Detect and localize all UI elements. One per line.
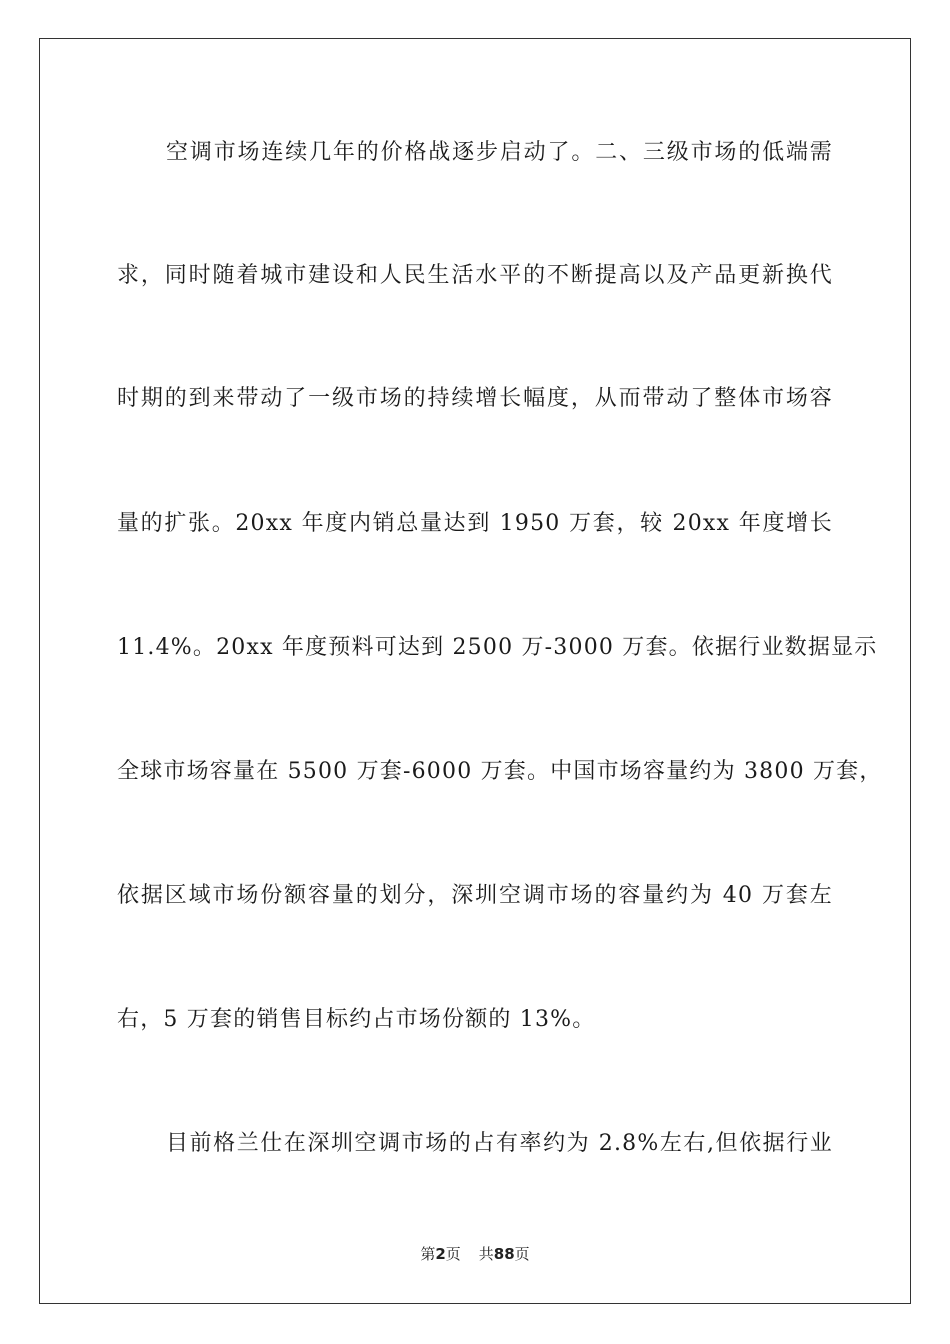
paragraph-1-line-5: 11.4%。20xx 年度预料可达到 2500 万-3000 万套。依据行业数据显示 — [117, 635, 878, 660]
paragraph-1-line-2: 求，同时随着城市建设和人民生活水平的不断提高以及产品更新换代 — [117, 263, 833, 288]
footer-total-prefix: 共 — [478, 1245, 494, 1263]
footer-total-suffix: 页 — [514, 1245, 530, 1263]
footer-page-suffix: 页 — [445, 1245, 461, 1263]
paragraph-1-line-3: 时期的到来带动了一级市场的持续增长幅度，从而带动了整体市场容 — [117, 386, 833, 411]
paragraph-1-line-1: 空调市场连续几年的价格战逐步启动了。二、三级市场的低端需 — [166, 140, 833, 165]
page-border — [39, 38, 911, 1304]
footer-total-number: 88 — [493, 1245, 515, 1263]
footer-page-number: 2 — [435, 1245, 446, 1263]
footer-page-prefix: 第 — [420, 1245, 436, 1263]
paragraph-1-line-7: 依据区域市场份额容量的划分，深圳空调市场的容量约为 40 万套左 — [117, 883, 833, 908]
paragraph-1-line-8: 右，5 万套的销售目标约占市场份额的 13%。 — [117, 1007, 596, 1032]
paragraph-1-line-4: 量的扩张。20xx 年度内销总量达到 1950 万套，较 20xx 年度增长 — [117, 511, 833, 536]
page-footer — [0, 1244, 950, 1264]
paragraph-1-line-6: 全球市场容量在 5500 万套-6000 万套。中国市场容量约为 3800 万套， — [117, 759, 883, 784]
paragraph-2-line-1: 目前格兰仕在深圳空调市场的占有率约为 2.8%左右,但依据行业 — [166, 1131, 833, 1156]
